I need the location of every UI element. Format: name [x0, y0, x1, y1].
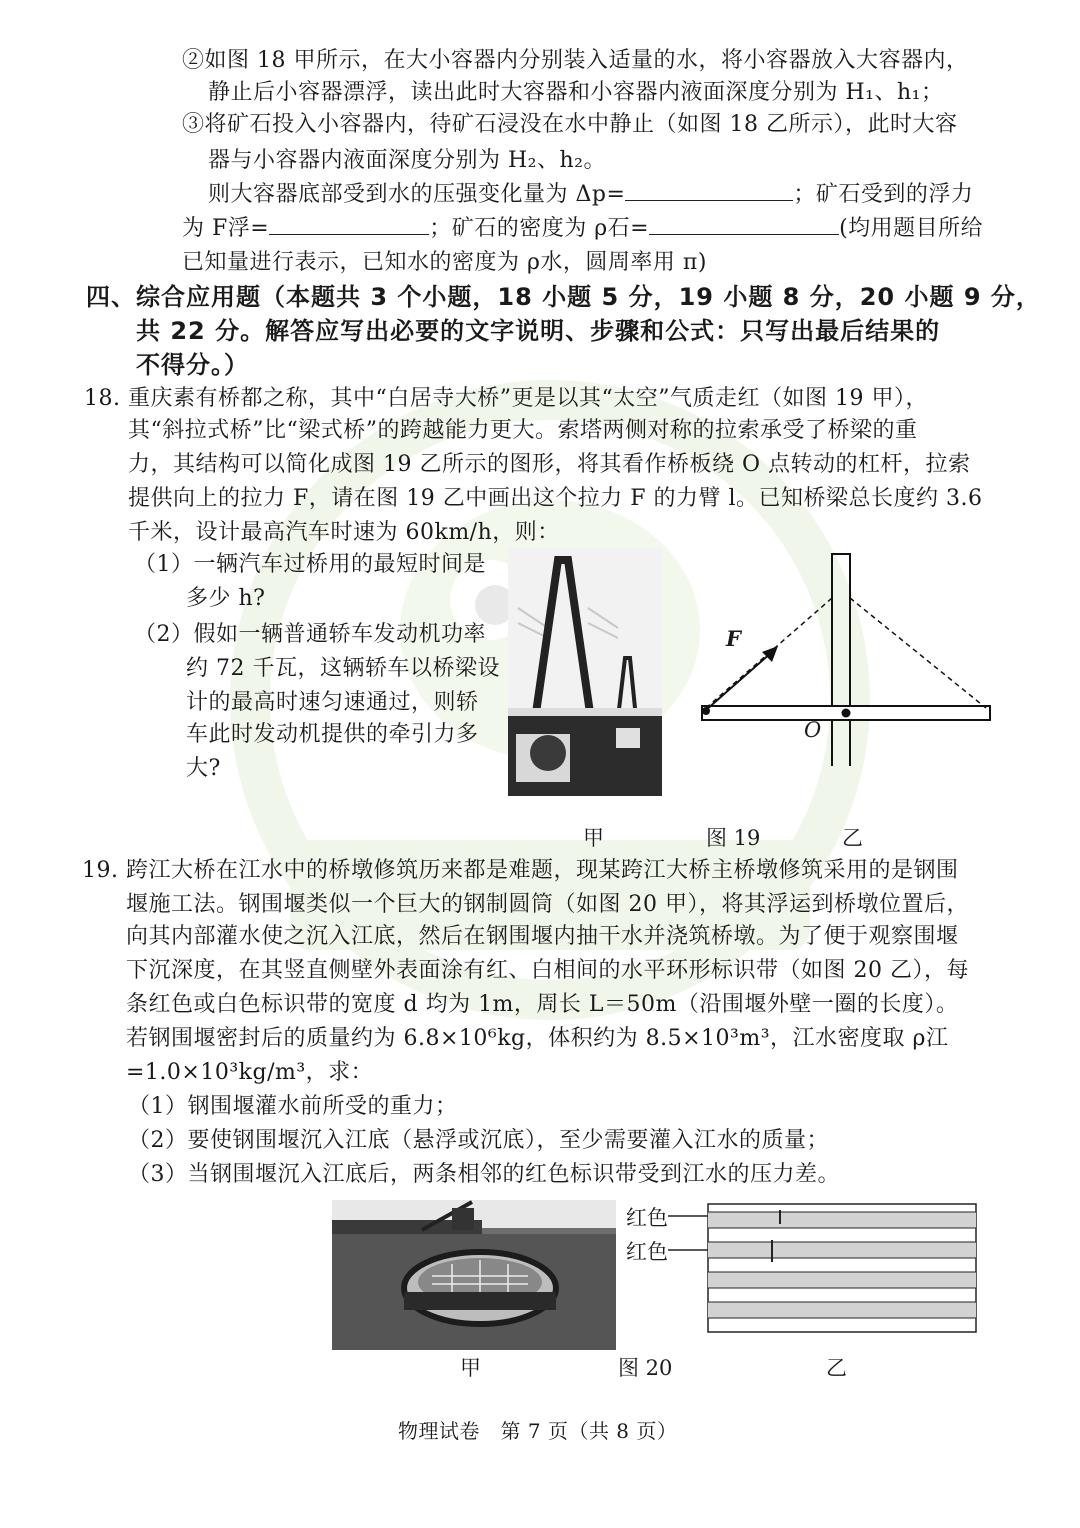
- q18-sub1-line1: （1）一辆汽车过桥用的最短时间是: [134, 552, 486, 577]
- q19-line1: 跨江大桥在江水中的桥墩修筑历来都是难题，现某跨江大桥主桥墩修筑采用的是钢围: [126, 858, 959, 883]
- ask-line2: [182, 212, 983, 246]
- q18-line2: 其“斜拉式桥”比“梁式桥”的跨越能力更大。索塔两侧对称的拉索承受了桥梁的重: [128, 418, 918, 443]
- q18-line4: 提供向上的拉力 F，请在图 19 乙中画出这个拉力 F 的力臂 l。已知桥梁总长度约 3.6: [128, 486, 983, 511]
- section4-heading-line3: 不得分。）: [136, 351, 249, 379]
- q19-sub2: （2）要使钢围堰沉入江底（悬浮或沉底），至少需要灌入江水的质量；: [128, 1128, 829, 1153]
- ask-buoyancy-text: ；矿石受到的浮力: [793, 182, 974, 207]
- q19-number: 19.: [82, 858, 119, 883]
- q19-line2: 堰施工法。钢围堰类似一个巨大的钢制圆筒（如图 20 甲），将其浮运到桥墩位置后，: [126, 892, 969, 917]
- lever-diagram: [696, 548, 996, 770]
- q19-line5: 条红色或白色标识带的宽度 d 均为 1m，周长 L＝50m（沿围堰外壁一圈的长度）。: [126, 992, 959, 1017]
- bridge-photo: [508, 548, 662, 796]
- q19-line7: =1.0×10³kg/m³，求：: [126, 1060, 374, 1085]
- step2-line2: 静止后小容器漂浮，读出此时大容器和小容器内液面深度分别为 H₁、h₁；: [208, 80, 944, 105]
- band-diagram: [704, 1200, 980, 1336]
- fig20-caption: 图 20: [618, 1356, 673, 1380]
- band-label-1-leader: [668, 1214, 708, 1218]
- q18-sub2-line5: 大?: [186, 756, 221, 781]
- answer-blank-buoyancy[interactable]: [269, 214, 429, 235]
- q18-line3: 力，其结构可以简化成图 19 乙所示的图形，将其看作桥板绕 O 点转动的杠杆，拉索: [128, 452, 971, 477]
- q19-line3: 向其内部灌水使之沉入江底，然后在钢围堰内抽干水并浇筑桥墩。为了便于观察围堰: [126, 924, 959, 949]
- q18-sub2-line4: 车此时发动机提供的牵引力多: [186, 722, 479, 747]
- cofferdam-photo: [332, 1200, 616, 1350]
- fig20-label-yi: 乙: [826, 1356, 847, 1380]
- q18-sub2-line3: 计的最高时速匀速通过，则轿: [186, 690, 479, 715]
- fig19-label-jia: 甲: [583, 826, 604, 850]
- q18-line1: 重庆素有桥都之称，其中“白居寺大桥”更是以其“太空”气质走红（如图 19 甲），: [128, 386, 928, 411]
- section4-heading-line1: 四、综合应用题（本题共 3 个小题，18 小题 5 分，19 小题 8 分，20 小题 9 分，: [86, 283, 1041, 311]
- ask-note-text: (均用题目所给: [839, 216, 984, 241]
- diagram-force-label: F: [726, 626, 741, 651]
- band-label-red-2: 红色: [626, 1240, 668, 1264]
- q19-line6: 若钢围堰密封后的质量约为 6.8×10⁶kg，体积约为 8.5×10³m³，江水密度取 ρ江: [126, 1026, 949, 1051]
- q18-sub2-line2: 约 72 千瓦，这辆轿车以桥梁设: [186, 656, 500, 681]
- step2-line1: ②如图 18 甲所示，在大小容器内分别装入适量的水，将小容器放入大容器内，: [182, 48, 969, 73]
- fig19-caption: 图 19: [706, 826, 761, 850]
- fig20-label-jia: 甲: [460, 1356, 481, 1380]
- ask-line1: [208, 178, 973, 212]
- section4-heading-line2: 共 22 分。解答应写出必要的文字说明、步骤和公式：只写出最后结果的: [136, 317, 941, 345]
- answer-blank-pressure[interactable]: [625, 180, 793, 201]
- q19-sub3: （3）当钢围堰沉入江底后，两条相邻的红色标识带受到江水的压力差。: [128, 1162, 840, 1187]
- ask-pressure-text: 则大容器底部受到水的压强变化量为 Δp=: [208, 182, 626, 207]
- q18-line5: 千米，设计最高汽车时速为 60km/h，则：: [128, 520, 560, 545]
- ask-density-text: ；矿石的密度为 ρ石=: [429, 216, 650, 241]
- q18-number: 18.: [84, 386, 121, 411]
- ask-buoyancy-symbol: 为 F浮=: [182, 216, 270, 241]
- step3-line1: ③将矿石投入小容器内，待矿石浸没在水中静止（如图 18 乙所示），此时大容: [182, 112, 958, 137]
- ask-line3: 已知量进行表示，已知水的密度为 ρ水，圆周率用 π): [182, 250, 707, 275]
- diagram-pivot-label: O: [804, 718, 822, 742]
- step3-line2: 器与小容器内液面深度分别为 H₂、h₂。: [208, 148, 606, 173]
- q19-line4: 下沉深度，在其竖直侧壁外表面涂有红、白相间的水平环形标识带（如图 20 乙），每: [126, 958, 969, 983]
- q18-sub2-line1: （2）假如一辆普通轿车发动机功率: [134, 622, 486, 647]
- fig19-label-yi: 乙: [842, 826, 863, 850]
- band-label-red-1: 红色: [626, 1206, 668, 1230]
- q18-sub1-line2: 多少 h?: [186, 586, 266, 611]
- band-label-2-leader: [668, 1248, 708, 1252]
- answer-blank-density[interactable]: [649, 214, 839, 235]
- q19-sub1: （1）钢围堰灌水前所受的重力；: [128, 1094, 458, 1119]
- page-footer: 物理试卷 第 7 页（共 8 页）: [398, 1419, 678, 1443]
